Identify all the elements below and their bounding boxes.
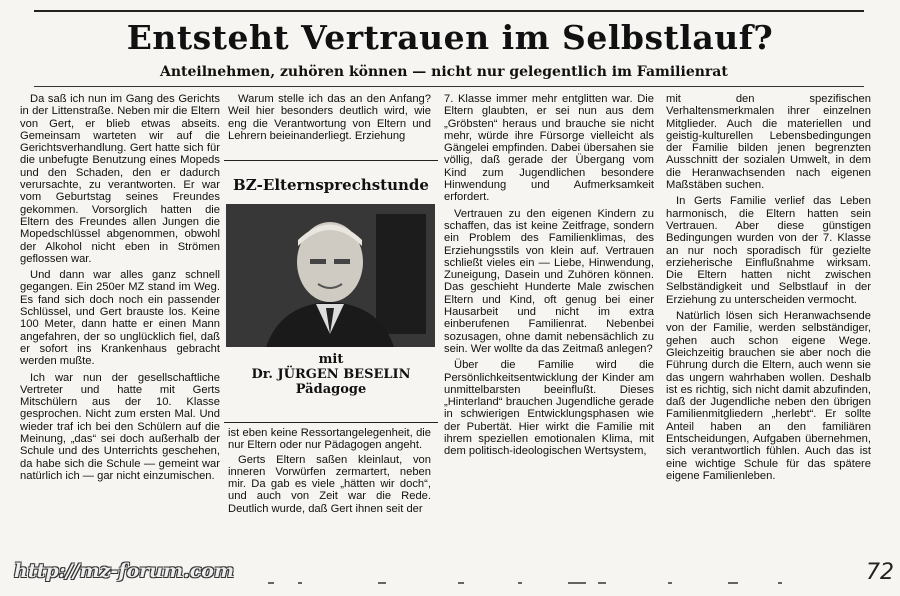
paragraph: Ich war nun der gesellschaftliche Vertreter und hatte mit Gerts Mitschülern aus der 10. Klasse gesprochen. Nicht zum ersten Mal. Und wieder traf ich bei den Schülern auf die Meinung, „das“ sei doch außerhalb der Schule und des Unterrichts geschehen, da habe sich die Schule — gemeint war natürlich ich — gar nicht einzumischen. [20, 371, 220, 482]
subtitle-rule [34, 86, 864, 87]
paragraph: In Gerts Familie verlief das Leben harmonisch, die Eltern hatten sein Vertrauen. Aber diese günstigen Bedingungen wurden von der 7. Klasse an nur noch sporadisch für gezielte erzieherische Einflußnahme wirksam. Die Eltern hatten nicht zwischen Selbständigkeit und Selbstlauf in der Erziehung zu unterscheiden vermocht. [666, 195, 871, 306]
scan-dash-marks [268, 578, 868, 588]
paragraph: Vertrauen zu den eigenen Kindern zu schaffen, das ist keine Zeitfrage, sondern ein Problem des Familienklimas, des Erziehungsstils von klein auf. Vertrauen schließt vieles ein — Liebe, Hinwendung, Zuneigung, Dasein und Zuhören können. Das geschieht Hunderte Male zwischen Eltern und Kind, oft genug bei einer Hausarbeit und nicht im extra einberufenen Familienrat. Nebenbei sozusagen, ohne damit nebensächlich zu sein. Wer wollte da das Zeitmaß anlegen? [444, 207, 654, 355]
paragraph: mit den spezifischen Verhaltensmerkmalen ihrer einzelnen Mitglieder. Auch die materiellen und geistig-kulturellen Lebensbedingungen der Familie bilden jenen begrenzten Ausschnitt der sozialen Umwelt, in dem die Heranwachsenden nach eigenen Maßstäben suchen. [666, 93, 871, 192]
box-heading: BZ-Elternsprechstunde [233, 176, 429, 194]
paragraph: Und dann war alles ganz schnell gegangen. Ein 250er MZ stand im Weg. Es fand sich doch noch ein passender Schlüssel, und Gert brauste los. Keine 100 Meter, dann hatte er einen Mann angefahren, der so unglücklich fiel, daß er sofort ins Krankenhaus gebracht werden mußte. [20, 269, 220, 368]
column-1 [20, 93, 220, 486]
paragraph: ist eben keine Ressortangelegenheit, die nur Eltern oder nur Pädagogen angeht. [228, 427, 431, 452]
column-4 [666, 93, 871, 486]
column-2-continued [228, 427, 431, 517]
box-bottom-rule [224, 422, 438, 423]
box-top-rule [224, 160, 438, 161]
paragraph: Natürlich lösen sich Heranwachsende von der Familie, werden selbständiger, gehen auch schon eigene Wege. Gleichzeitig brauchen sie aber noch die Führung durch die Eltern, auch wenn sie das ungern wahrhaben wollen. Deshalb ist es richtig, sich nicht damit abzufinden, daß der Jugendliche neben den übrigen Familienmitgliedern „herlebt“. Er sollte Anteil haben an den familiären Entscheidungen, Aufgaben übernehmen, sich verantwortlich fühlen. Auch das ist eine wichtige Schule für das spätere eigene Familienleben. [666, 310, 871, 482]
paragraph: 7. Klasse immer mehr entglitten war. Die Eltern glaubten, er sei nun aus dem „Gröbsten“ heraus und brauche sie nicht mehr, würde ihre Fürsorge vielleicht als Gängelei empfinden. Dabei übersahen sie völlig, daß gerade der Übergang vom Kind zum Jugendlichen besondere Hinwendung und Aufmerksamkeit erfordert. [444, 93, 654, 204]
top-rule [34, 10, 864, 12]
article-subtitle: Anteilnehmen, zuhören können — nicht nur gelegentlich im Familienrat [160, 64, 728, 80]
portrait-photo [226, 204, 435, 347]
paragraph: Gerts Eltern saßen kleinlaut, von inneren Vorwürfen zermartert, neben mir. Da gab es viele „hätten wir doch“, und auch von Zeit war die Rede. Deutlich wurde, daß Gert ihnen seit der [228, 453, 431, 515]
column-2 [228, 93, 431, 146]
column-3 [444, 93, 654, 462]
expert-name: Dr. JÜRGEN BESELIN [251, 367, 411, 382]
page-number: 72 [866, 560, 894, 585]
paragraph: Warum stelle ich das an den Anfang? Weil hier besonders deutlich wird, wie eng die Verantwortung von Eltern und Lehrern beieinanderliegt. Erziehung [228, 93, 431, 142]
paragraph: Da saß ich nun im Gang des Gerichts in der Littenstraße. Neben mir die Eltern von Gert, er blieb etwas abseits. Gemeinsam warteten wir auf die Gerichtsverhandlung. Gert hatte sich für die unbefugte Benutzung eines Mopeds und den Schaden, den er dadurch verursachte, zu verantworten. Er war vom Geburtstag seines Freundes gekommen. Vorsorglich hatten die Eltern des Freundes allen Jungen die Mopedschlüssel abgenommen, obwohl der Alkohol nicht eben in Strömen geflossen war. [20, 93, 220, 265]
consultation-box [224, 160, 438, 397]
watermark-url: http://mz-forum.com [14, 560, 235, 582]
expert-role: Pädagoge [295, 382, 367, 397]
box-mit: mit [318, 352, 344, 367]
article-title: Entsteht Vertrauen im Selbstlauf? [126, 18, 774, 57]
paragraph: Über die Familie wird die Persönlichkeitsentwicklung der Kinder am unmittelbarsten beeinflußt. Dieses „Hinterland“ brauchen Jugendliche gerade in schwierigen Entwicklungsphasen wie der Pubertät. Hier wirkt die Familie mit ihrem speziellen emotionalen Klima, mit dem politisch-ideologischen Wertsystem, [444, 359, 654, 458]
